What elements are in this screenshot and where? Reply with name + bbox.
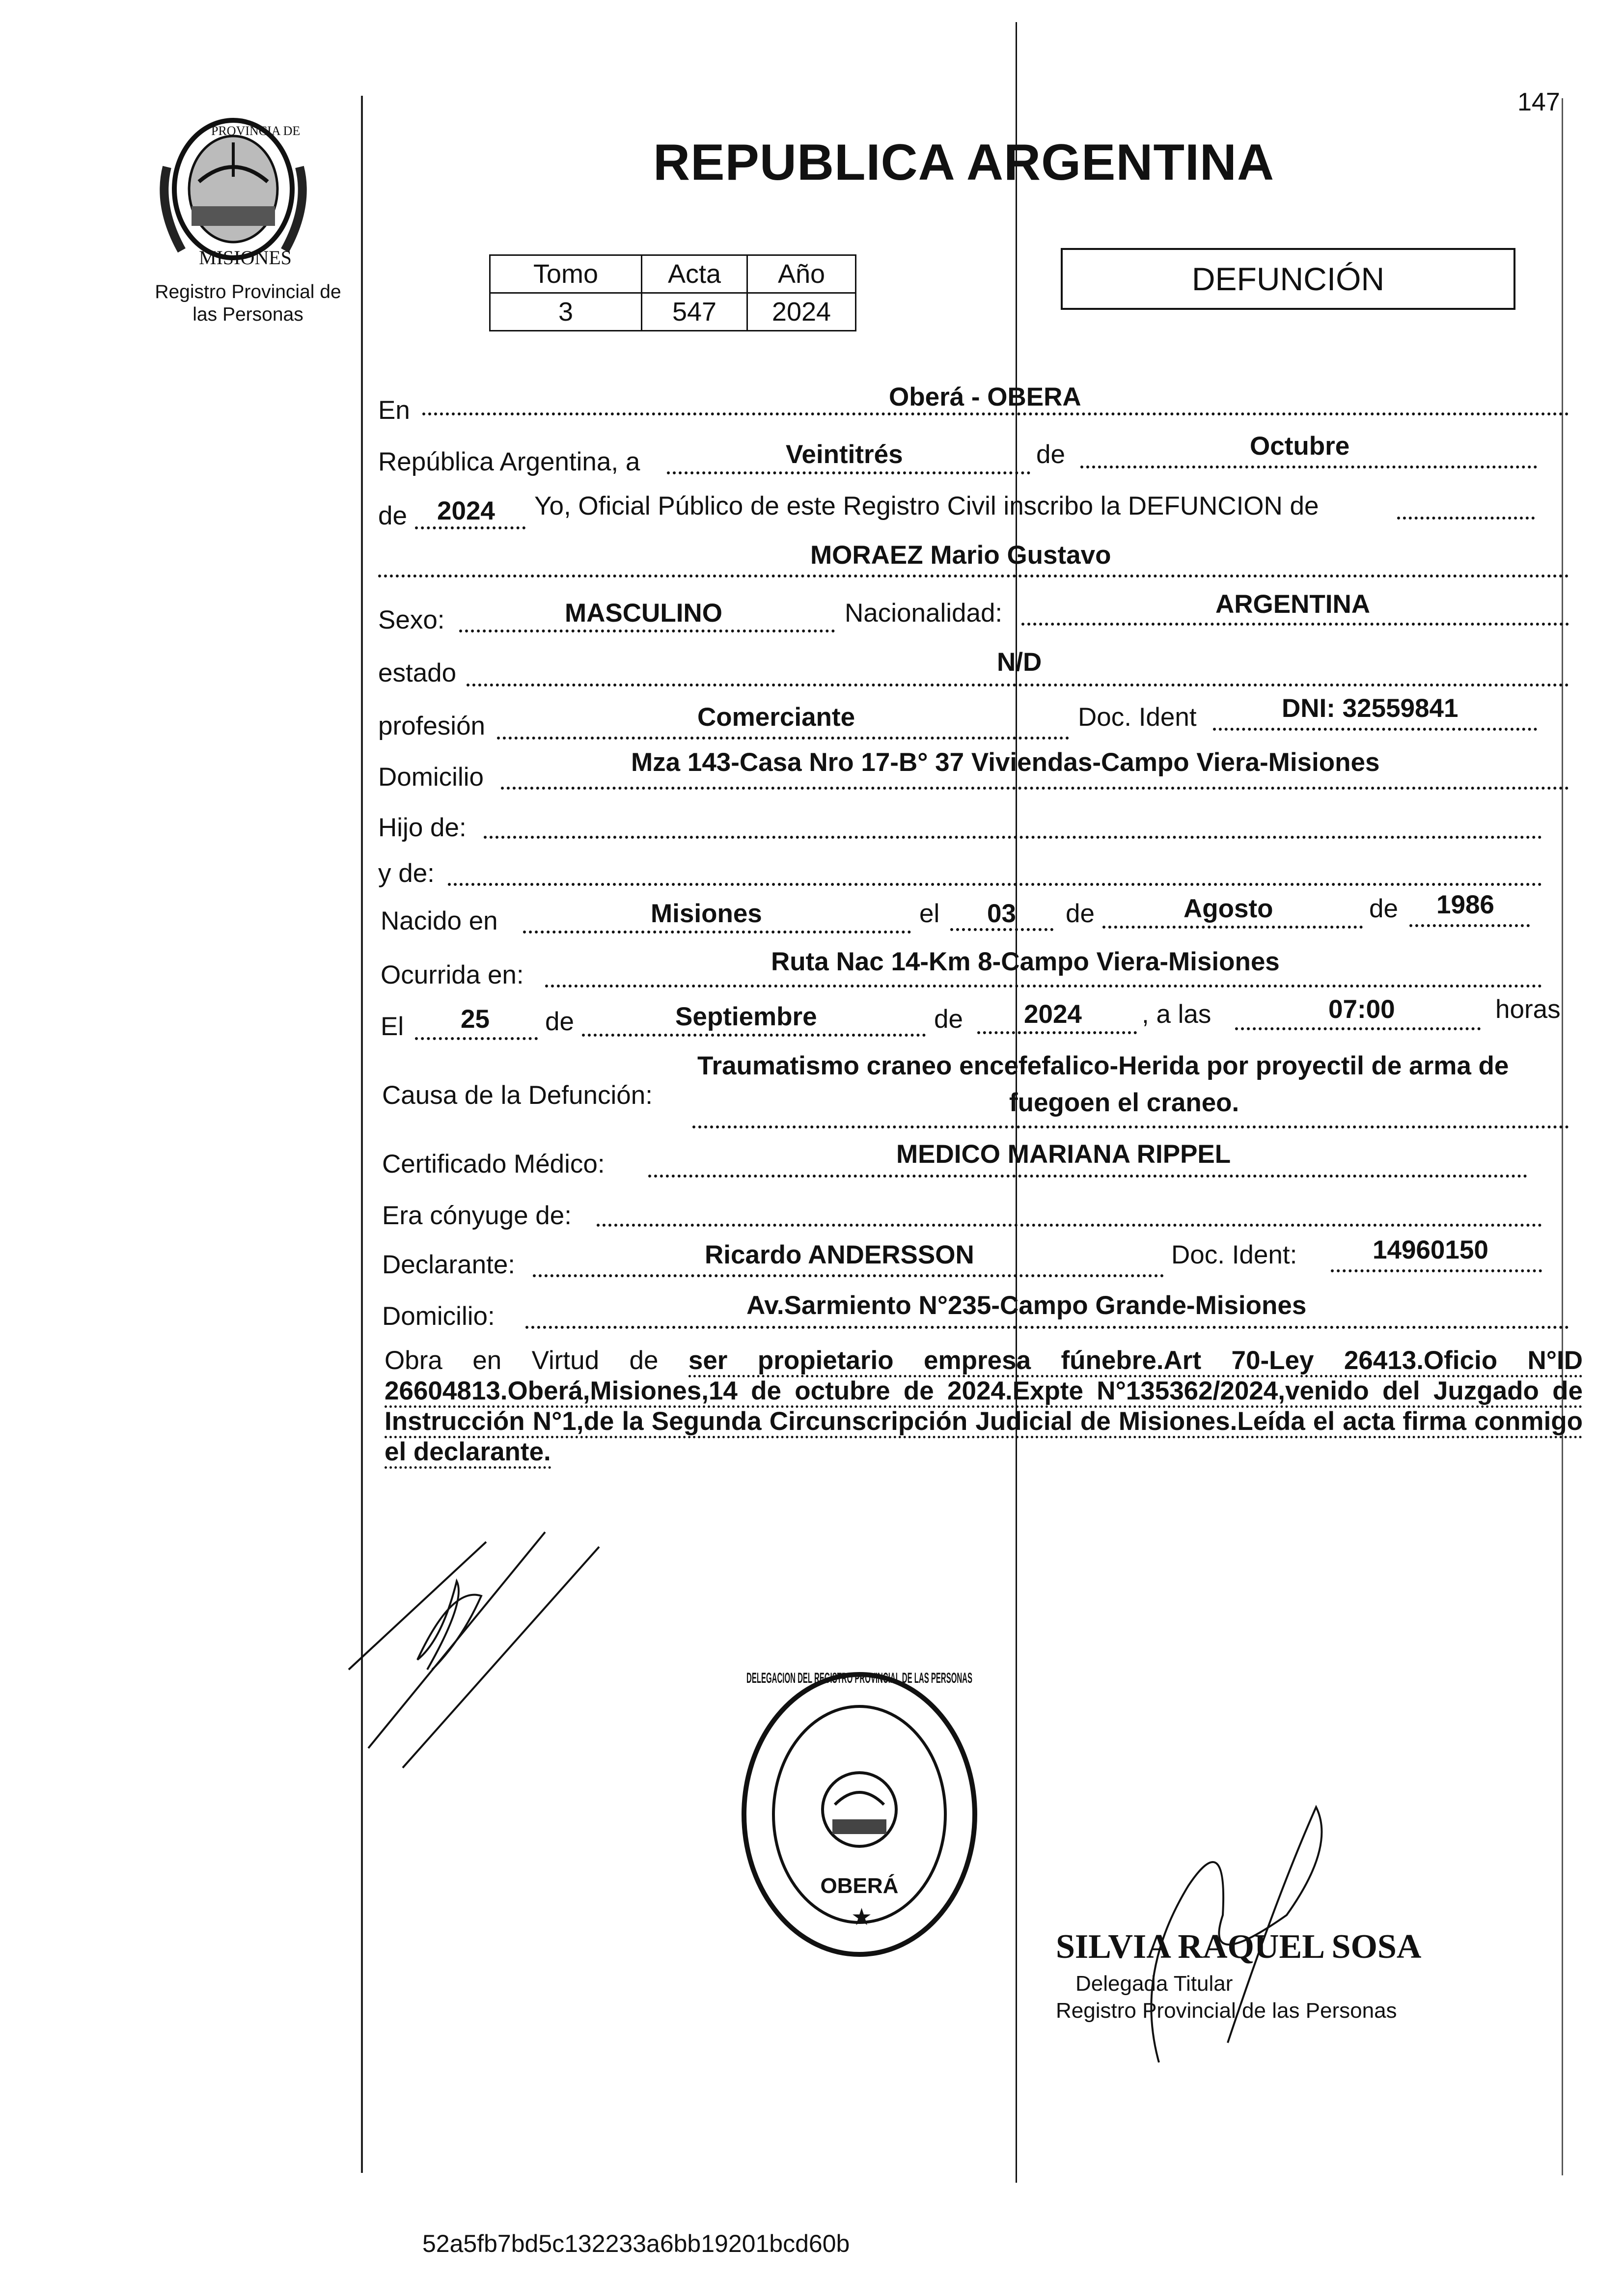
dotted-line [525, 1326, 1569, 1329]
official-role: Delegada Titular [1075, 1972, 1233, 1996]
yde-label: y de: [378, 859, 435, 888]
obra-paragraph [385, 1345, 1583, 1467]
anio-header: Año [747, 255, 856, 293]
oficial-text: Yo, Oficial Público de este Registro Civil inscribo la DEFUNCION de [534, 492, 1319, 521]
star-icon: ★ [851, 1904, 873, 1930]
province-logo [152, 108, 314, 270]
domicilio-label: Domicilio [378, 763, 484, 792]
alas-label: , a las [1142, 1000, 1211, 1029]
domicilio-value: Mza 143-Casa Nro 17-B° 37 Viviendas-Campo Viera-Misiones [631, 748, 1380, 777]
conyuge-label: Era cónyuge de: [382, 1201, 572, 1230]
nacionalidad-label: Nacionalidad: [845, 599, 1003, 628]
dotted-line [648, 1175, 1527, 1178]
stamp-ring-text: DELEGACION DEL REGISTRO PROVINCIAL DE LAS PERSONAS [746, 1670, 972, 1686]
dotted-line [415, 1037, 538, 1040]
dotted-line [692, 1125, 1569, 1128]
def-de-label: de [545, 1007, 574, 1036]
official-organization: Registro Provincial de las Personas [1056, 1999, 1397, 2023]
dotted-line [1331, 1269, 1542, 1272]
dotted-line [545, 985, 1542, 988]
logo-text-bottom: MISIONES [199, 247, 292, 269]
right-border [1562, 98, 1563, 2175]
page-number: 147 [1517, 88, 1560, 116]
deceased-name: MORAEZ Mario Gustavo [810, 541, 1111, 570]
def-dia: 25 [461, 1005, 490, 1034]
dotted-line [533, 1274, 1164, 1277]
anio-acta: 2024 [437, 496, 495, 525]
horas-label: horas [1495, 995, 1561, 1024]
dotted-line [467, 684, 1569, 686]
registry-name: Registro Provincial de las Personas [155, 281, 341, 325]
official-stamp [729, 1662, 990, 1967]
certificado-label: Certificado Médico: [382, 1150, 605, 1179]
causa-line-1: Traumatismo craneo encefefalico-Herida por proyectil de arma de [697, 1051, 1509, 1080]
sexo-label: Sexo: [378, 605, 445, 634]
dotted-line [422, 412, 1569, 415]
dotted-line [1397, 517, 1535, 520]
nac-de2-label: de [1369, 894, 1398, 923]
nac-mes: Agosto [1184, 894, 1273, 923]
declarante-label: Declarante: [382, 1250, 516, 1279]
profesion-value: Comerciante [697, 703, 855, 732]
dotted-line [667, 471, 1030, 474]
hijo-label: Hijo de: [378, 813, 467, 842]
nac-de-label: de [1066, 899, 1095, 928]
republica-label: República Argentina, a [378, 447, 640, 476]
dotted-line [1213, 728, 1537, 731]
dotted-line [523, 931, 911, 933]
causa-line-2: fuegoen el craneo. [1009, 1088, 1239, 1117]
def-mes: Septiembre [675, 1002, 817, 1031]
dotted-line [1021, 623, 1569, 626]
mes: Octubre [1250, 432, 1350, 461]
doc-ident-value: DNI: 32559841 [1282, 694, 1459, 723]
de-label: de [1036, 440, 1065, 469]
declarant-signature [339, 1512, 614, 1768]
hora-value: 07:00 [1328, 995, 1395, 1024]
obra-label: Obra en Virtud de [385, 1346, 659, 1375]
sexo-value: MASCULINO [565, 599, 722, 628]
declarante-value: Ricardo ANDERSSON [705, 1240, 974, 1269]
dotted-line [448, 883, 1542, 886]
decl-dom-label: Domicilio: [382, 1302, 495, 1331]
dotted-line [378, 575, 1569, 577]
profesion-label: profesión [378, 712, 486, 741]
nacido-label: Nacido en [381, 906, 498, 935]
dotted-line [484, 836, 1542, 839]
document-hash: 52a5fb7bd5c132233a6bb19201bcd60b [422, 2230, 850, 2257]
def-de2-label: de [934, 1005, 963, 1034]
ocurrida-value: Ruta Nac 14-Km 8-Campo Viera-Misiones [771, 947, 1280, 976]
dotted-line [1409, 924, 1530, 927]
record-type-box: DEFUNCIÓN [1061, 248, 1515, 310]
certificado-value: MEDICO MARIANA RIPPEL [896, 1140, 1231, 1169]
decl-doc-label: Doc. Ident: [1171, 1240, 1297, 1269]
estado-label: estado [378, 658, 457, 687]
en-label: En [378, 396, 410, 425]
dotted-line [1080, 466, 1537, 468]
record-reference-table [489, 254, 856, 331]
acta-header: Acta [642, 255, 747, 293]
tomo-value: 3 [490, 293, 642, 331]
logo-text-top: PROVINCIA DE [211, 124, 301, 138]
tomo-header: Tomo [490, 255, 642, 293]
dotted-line [977, 1031, 1137, 1034]
en-value: Oberá - OBERA [889, 383, 1081, 412]
nacido-en-value: Misiones [651, 899, 762, 928]
dotted-line [1102, 926, 1363, 929]
nacionalidad-value: ARGENTINA [1215, 590, 1371, 619]
doc-ident-label: Doc. Ident [1078, 703, 1197, 732]
dia-letras: Veintitrés [786, 440, 903, 469]
acta-value: 547 [642, 293, 747, 331]
el-label: el [919, 899, 940, 928]
estado-value: N/D [997, 648, 1042, 677]
el2-label: El [381, 1012, 404, 1041]
decl-dom-value: Av.Sarmiento N°235-Campo Grande-Misiones [746, 1291, 1307, 1320]
ocurrida-label: Ocurrida en: [381, 960, 524, 989]
def-anio: 2024 [1024, 1000, 1082, 1029]
left-border [361, 96, 363, 2173]
dotted-line [459, 630, 835, 632]
dotted-line [497, 737, 1069, 740]
nac-anio: 1986 [1436, 890, 1494, 919]
dotted-line [597, 1224, 1542, 1227]
decl-doc-value: 14960150 [1373, 1235, 1488, 1264]
dotted-line [1235, 1027, 1481, 1030]
dotted-line [415, 526, 525, 529]
official-name: SILVIA RAQUEL SOSA [1056, 1928, 1422, 1966]
page-title: REPUBLICA ARGENTINA [653, 134, 1275, 191]
dotted-line [501, 787, 1569, 790]
causa-label: Causa de la Defunción: [382, 1081, 653, 1110]
dotted-line [582, 1034, 926, 1037]
anio-value: 2024 [747, 293, 856, 331]
obra-text: ser propietario empresa fúnebre.Art 70-Ley 26413.Oficio N°ID 26604813.Oberá,Misiones,14 de octubre de 2024.Expte N°135362/2024,venido del Juzgado de Instrucción N°1,de la Segunda Circunscripción Judicial de Misiones.Leída el acta firma conmigo el declarante. [385, 1346, 1583, 1469]
de2-label: de [378, 501, 407, 530]
stamp-city: OBERÁ [820, 1874, 899, 1898]
nac-dia: 03 [987, 899, 1016, 928]
